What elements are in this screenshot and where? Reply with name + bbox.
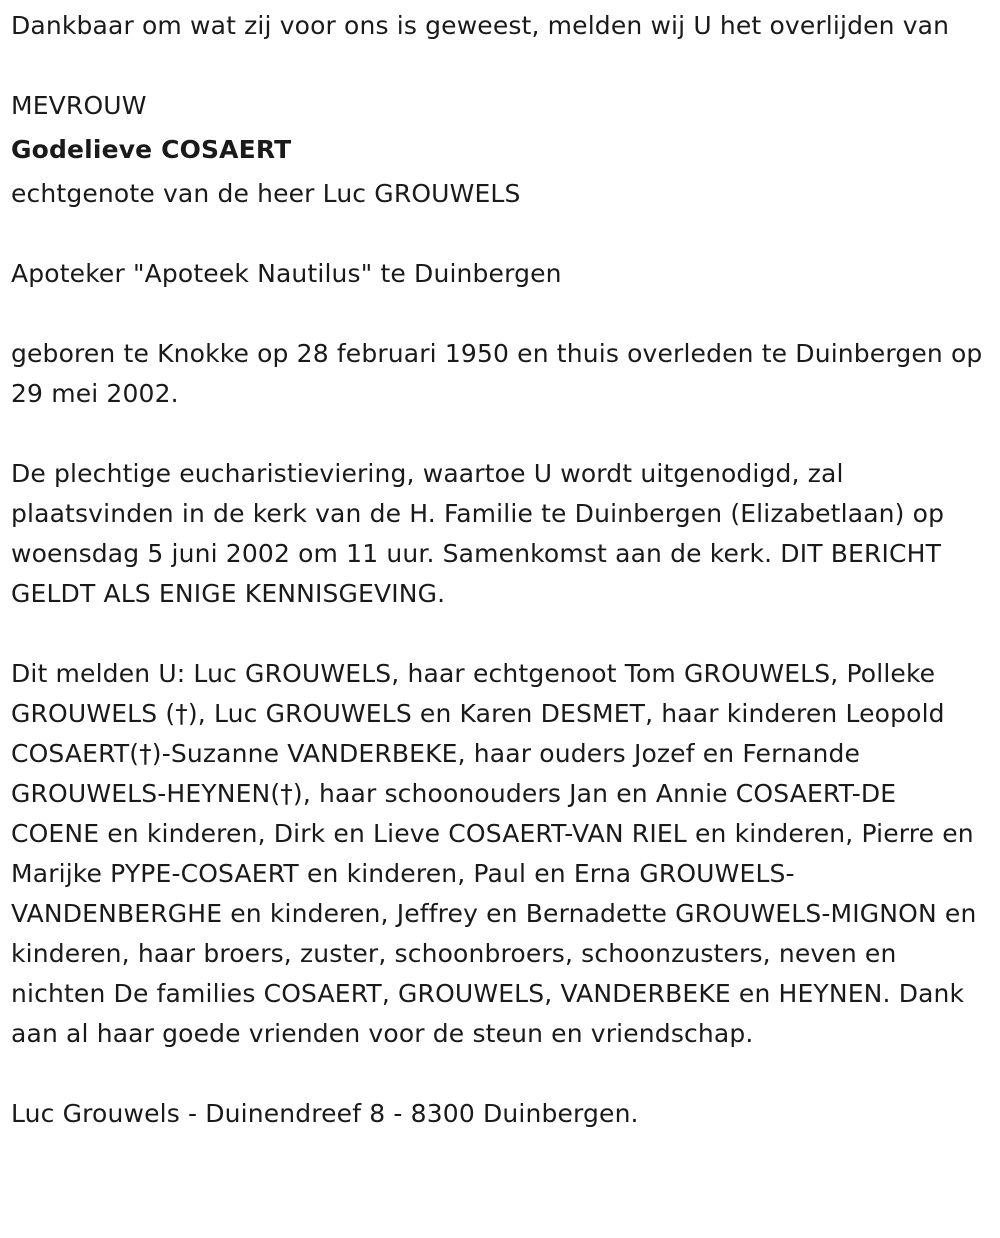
spacer: [11, 46, 990, 86]
family-text: Dit melden U: Luc GROUWELS, haar echtgenoot Tom GROUWELS, Polleke GROUWELS (†), Luc GROUWELS en Karen DESMET, haar kinderen Leopold COSAERT(†)-Suzanne VANDERBEKE, haar ouders Jozef en Fernande GROUWELS-HEYNEN(†), haar schoonouders Jan en Annie COSAERT-DE COENE en kinderen, Dirk en Lieve COSAERT-VAN RIEL en kinderen, Pierre en Marijke PYPE-COSAERT en kinderen, Paul en Erna GROUWELS-VANDENBERGHE en kinderen, Jeffrey en Bernadette GROUWELS-MIGNON en kinderen, haar broers, zuster, schoonbroers, schoonzusters, neven en nichten De families COSAERT, GROUWELS, VANDERBEKE en HEYNEN. Dank aan al haar goede vrienden voor de steun en vriendschap.: [11, 659, 977, 1048]
contact-address: Luc Grouwels - Duinendreef 8 - 8300 Duinbergen.: [11, 1099, 639, 1128]
spacer: [11, 414, 990, 454]
spouse-line: echtgenote van de heer Luc GROUWELS: [11, 179, 521, 208]
profession-line: Apoteker "Apoteek Nautilus" te Duinbergen: [11, 259, 562, 288]
honorific-title: MEVROUW: [11, 91, 147, 120]
intro-text: Dankbaar om wat zij voor ons is geweest, melden wij U het overlijden van: [11, 11, 950, 40]
birth-death-text: geboren te Knokke op 28 februari 1950 en thuis overleden te Duinbergen op 29 mei 2002.: [11, 339, 983, 408]
ceremony-text: De plechtige eucharistieviering, waartoe U wordt uitgenodigd, zal plaatsvinden in de kerk van de H. Familie te Duinbergen (Elizabetlaan) op woensdag 5 juni 2002 om 11 uur. Samenkomst aan de kerk. DIT BERICHT GELDT ALS ENIGE KENNISGEVING.: [11, 459, 945, 608]
deceased-name: Godelieve COSAERT: [11, 135, 292, 164]
spacer: [11, 214, 990, 254]
spacer: [11, 614, 990, 654]
spacer: [11, 294, 990, 334]
spacer: [11, 1054, 990, 1094]
